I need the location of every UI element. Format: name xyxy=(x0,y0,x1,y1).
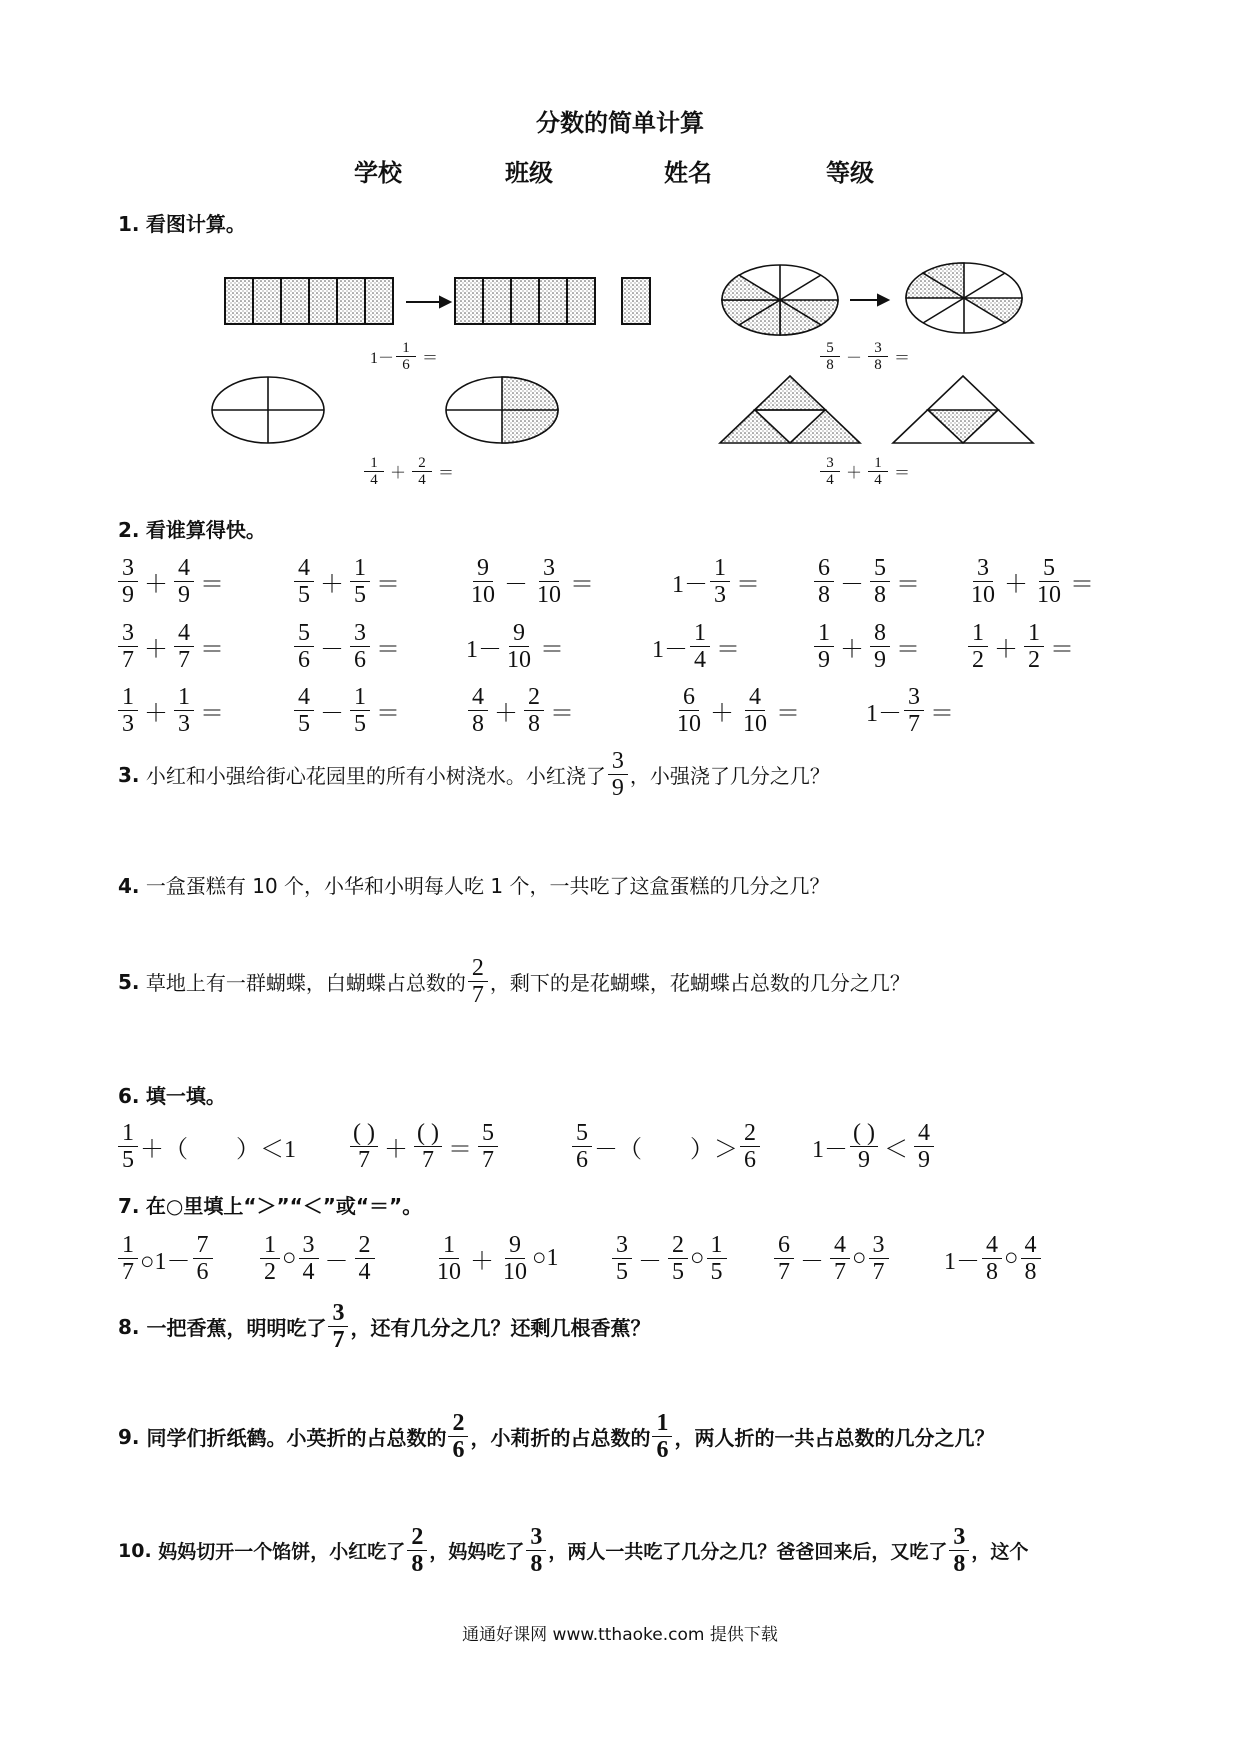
oval-four-parts-a xyxy=(212,377,324,443)
q2-exercise: $\frac{4}{5}$ ＋ $\frac{1}{5}$ ＝ xyxy=(292,555,404,608)
grade-field-label: 等级 xyxy=(826,159,874,187)
bar-six-parts xyxy=(225,278,393,324)
class-field-label: 班级 xyxy=(505,159,553,187)
q6-item-2: $\frac{( )}{7}$ ＋ $\frac{( )}{7}$ ＝ $\frac{5}{7}$ xyxy=(348,1120,500,1173)
question-3: 3. 小红和小强给街心花园里的所有小树浇水。小红浇了 $\frac{3}{9}$ ，小强浇了几分之几？ xyxy=(118,748,830,801)
question-9: 9. 同学们折纸鹤。小英折的占总数的 $\frac{2}{6}$ ，小莉折的占总数的 $\frac{1}{6}$ ，两人折的一共占总数的几分之几？ xyxy=(118,1410,995,1463)
q7-item-1: $\frac{1}{7}$ ○1－ $\frac{7}{6}$ xyxy=(116,1232,215,1285)
q2-exercise: $\frac{9}{10}$ － $\frac{3}{10}$ ＝ xyxy=(471,555,594,608)
triangle-four-parts-b xyxy=(893,376,1033,443)
q2-exercise: $\frac{4}{5}$ － $\frac{1}{5}$ ＝ xyxy=(292,684,404,737)
q2-exercise: 1－ $\frac{9}{10}$ ＝ xyxy=(466,620,564,673)
question-7: 7. 在○里填上“＞”“＜”或“＝”。 xyxy=(118,1194,423,1218)
q6-item-1: $\frac{1}{5}$ ＋（ ）＜1 xyxy=(116,1120,296,1173)
q2-exercise: $\frac{6}{8}$ － $\frac{5}{8}$ ＝ xyxy=(812,555,924,608)
oval-four-parts-b xyxy=(446,377,558,443)
question-8: 8. 一把香蕉，明明吃了 $\frac{3}{7}$ ，还有几分之几？还剩几根香蕉？ xyxy=(118,1300,651,1353)
page-title: 分数的简单计算 xyxy=(536,109,704,137)
q2-exercise: 1－ $\frac{3}{7}$ ＝ xyxy=(866,684,954,737)
q1-expression-2: $\frac{5}{8}$ － $\frac{3}{8}$ ＝ xyxy=(818,340,914,373)
q2-exercise: $\frac{6}{10}$ ＋ $\frac{4}{10}$ ＝ xyxy=(677,684,800,737)
q2-exercise: $\frac{3}{9}$ ＋ $\frac{4}{9}$ ＝ xyxy=(116,555,228,608)
arrow-icon xyxy=(850,295,888,305)
name-field-label: 姓名 xyxy=(664,159,712,187)
q2-exercise: $\frac{4}{8}$ ＋ $\frac{2}{8}$ ＝ xyxy=(466,684,578,737)
q7-item-4: $\frac{3}{5}$ － $\frac{2}{5}$ ○ $\frac{1}{5}$ xyxy=(610,1232,729,1285)
q2-exercise: $\frac{1}{3}$ ＋ $\frac{1}{3}$ ＝ xyxy=(116,684,228,737)
q2-exercise: 1－ $\frac{1}{3}$ ＝ xyxy=(672,555,760,608)
q6-item-3: $\frac{5}{6}$ －（ ）＞ $\frac{2}{6}$ xyxy=(570,1120,762,1173)
q2-exercise: $\frac{1}{2}$ ＋ $\frac{1}{2}$ ＝ xyxy=(966,620,1078,673)
q2-exercise: $\frac{3}{10}$ ＋ $\frac{5}{10}$ ＝ xyxy=(971,555,1094,608)
triangle-four-parts-a xyxy=(720,376,860,443)
q7-item-5: $\frac{6}{7}$ － $\frac{4}{7}$ ○ $\frac{3}{7}$ xyxy=(772,1232,891,1285)
question-10: 10. 妈妈切开一个馅饼，小红吃了 $\frac{2}{8}$ ，妈妈吃了 $\frac{3}{8}$ ，两人一共吃了几分之几？爸爸回来后，又吃了 $\frac{3}{8}$ ，这个 xyxy=(118,1524,1029,1577)
question-6: 6. 填一填。 xyxy=(118,1084,226,1108)
question-1-figures xyxy=(0,240,1240,490)
bar-five-parts xyxy=(455,278,650,324)
q2-exercise: $\frac{5}{6}$ － $\frac{3}{6}$ ＝ xyxy=(292,620,404,673)
q1-expression-4: $\frac{3}{4}$ ＋ $\frac{1}{4}$ ＝ xyxy=(818,455,914,488)
q2-exercise: $\frac{3}{7}$ ＋ $\frac{4}{7}$ ＝ xyxy=(116,620,228,673)
question-1: 1. 看图计算。 xyxy=(118,212,246,236)
question-5: 5. 草地上有一群蝴蝶，白蝴蝶占总数的 $\frac{2}{7}$ ，剩下的是花蝴蝶，花蝴蝶占总数的几分之几？ xyxy=(118,955,910,1008)
q7-item-2: $\frac{1}{2}$ ○ $\frac{3}{4}$ － $\frac{2}{4}$ xyxy=(258,1232,377,1285)
q6-item-4: 1－ $\frac{( )}{9}$ ＜ $\frac{4}{9}$ xyxy=(812,1120,936,1173)
footer-download-note: 通通好课网 www.tthaoke.com 提供下载 xyxy=(462,1625,778,1645)
school-field-label: 学校 xyxy=(354,159,402,187)
q7-item-3: $\frac{1}{10}$ ＋ $\frac{9}{10}$ ○1 xyxy=(437,1232,559,1285)
question-2: 2. 看谁算得快。 xyxy=(118,518,266,542)
q2-exercise: $\frac{1}{9}$ ＋ $\frac{8}{9}$ ＝ xyxy=(812,620,924,673)
q2-exercise: 1－ $\frac{1}{4}$ ＝ xyxy=(652,620,740,673)
q1-expression-1: 1－ $\frac{1}{6}$ ＝ xyxy=(370,340,439,373)
q7-item-6: 1－ $\frac{4}{8}$ ○ $\frac{4}{8}$ xyxy=(944,1232,1043,1285)
circle-eight-parts-a xyxy=(722,265,838,335)
question-4: 4. 一盒蛋糕有 10 个，小华和小明每人吃 1 个，一共吃了这盒蛋糕的几分之几？ xyxy=(118,874,830,898)
circle-eight-parts-b xyxy=(906,263,1022,333)
arrow-icon xyxy=(406,297,450,307)
q1-expression-3: $\frac{1}{4}$ ＋ $\frac{2}{4}$ ＝ xyxy=(362,455,458,488)
